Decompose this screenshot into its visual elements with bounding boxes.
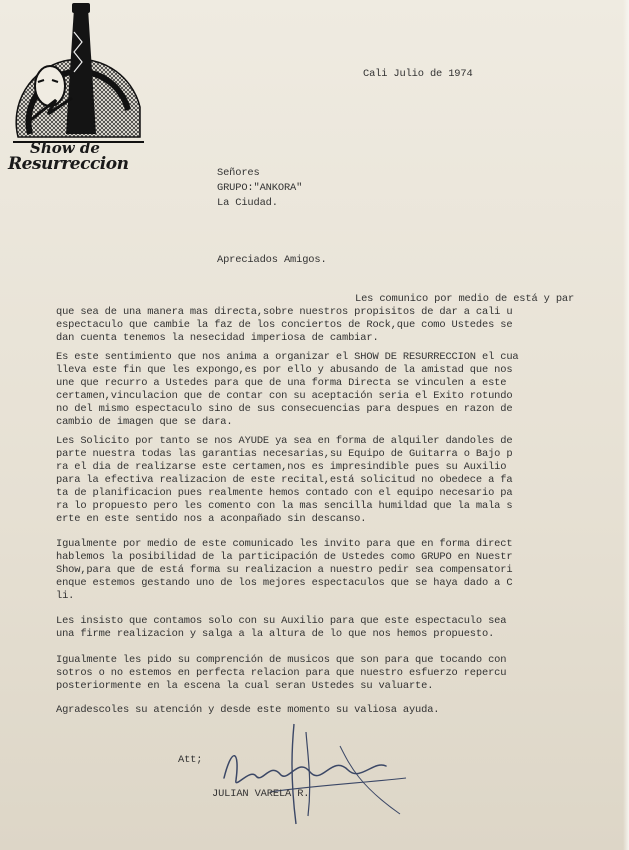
body-line: una firme realizacion y salga a la altura de lo que nos hemos propuesto. [56,628,495,640]
body-line: espectaculo que cambie la faz de los conciertos de Rock,que como Ustedes se [56,319,513,331]
body-line: para la efectiva realizacion de este recital,está solicitud no obedece a fa [56,474,513,486]
body-line: erte en este sentido nos a aconpañado sin descanso. [56,513,367,525]
logo-wordmark: Show de Resurreccion [8,139,129,174]
body-line: enque estemos gestando uno de los mejores espectaculos que se haya dado a C [56,577,513,589]
closing: Att; [178,754,203,766]
recipient-line: La Ciudad. [217,197,278,209]
body-line: une que recurro a Ustedes para que de una forma Directa se vinculen a este [56,377,507,389]
body-line: Agradescoles su atención y desde este momento su valiosa ayuda. [56,704,440,716]
body-line: ta de planificacion pues realmente hemos contado con el equipo necesario pa [56,487,513,499]
body-line: Es este sentimiento que nos anima a organizar el SHOW DE RESURRECCION el cua [56,351,519,363]
body-line: Les comunico por medio de está y par [355,293,575,305]
recipient-line: GRUPO:"ANKORA" [217,182,303,194]
body-line: ra el dia de realizarse este certamen,nos es impresindible pues su Auxilio [56,461,507,473]
body-line: que sea de una manera mas directa,sobre nuestros propisitos de dar a cali u [56,306,513,318]
body-line: sotros o no estemos en perfecta relacion para que nuestro esfuerzo repercu [56,667,507,679]
recipient-line: Señores [217,167,260,179]
body-line: cambio de imagen que se dara. [56,416,233,428]
body-line: hablemos la posibilidad de la participación de Ustedes como GRUPO en Nuestr [56,551,513,563]
body-line: Show,para que de está forma su realizacion a nuestro pedir sea compensatori [56,564,513,576]
body-line: posteriormente en la escena la cual seran Ustedes su valuarte. [56,680,434,692]
body-line: li. [56,590,75,602]
signer-name: JULIAN VARELA R. [212,788,310,800]
body-line: parte nuestra todas las garantias necesarias,su Equipo de Guitarra o Bajo p [56,448,513,460]
body-line: Les insisto que contamos solo con su Auxilio para que este espectaculo sea [56,615,507,627]
salutation: Apreciados Amigos. [217,254,327,266]
body-line: certamen,vinculacion que de contar con su aceptación seria el Exito rotundo [56,390,513,402]
body-line: lleva este fin que les expongo,es por ello y abusando de la amistad que nos [56,364,513,376]
page-edge [623,0,629,850]
body-line: Les Solicito por tanto se nos AYUDE ya sea en forma de alquiler dandoles de [56,435,513,447]
body-line: ra lo propuesto pero les comento con la mas sencilla humildad que la mala s [56,500,513,512]
body-line: dan cuenta tenemos la nesecidad imperiosa de cambiar. [56,332,379,344]
handwritten-signature [210,716,410,826]
date-line: Cali Julio de 1974 [363,68,473,80]
body-line: no del mismo espectaculo sino de sus consecuencias para despues en razon de [56,403,513,415]
body-line: Igualmente les pido su comprención de musicos que son para que tocando con [56,654,507,666]
body-line: Igualmente por medio de este comunicado les invito para que en forma direct [56,538,513,550]
